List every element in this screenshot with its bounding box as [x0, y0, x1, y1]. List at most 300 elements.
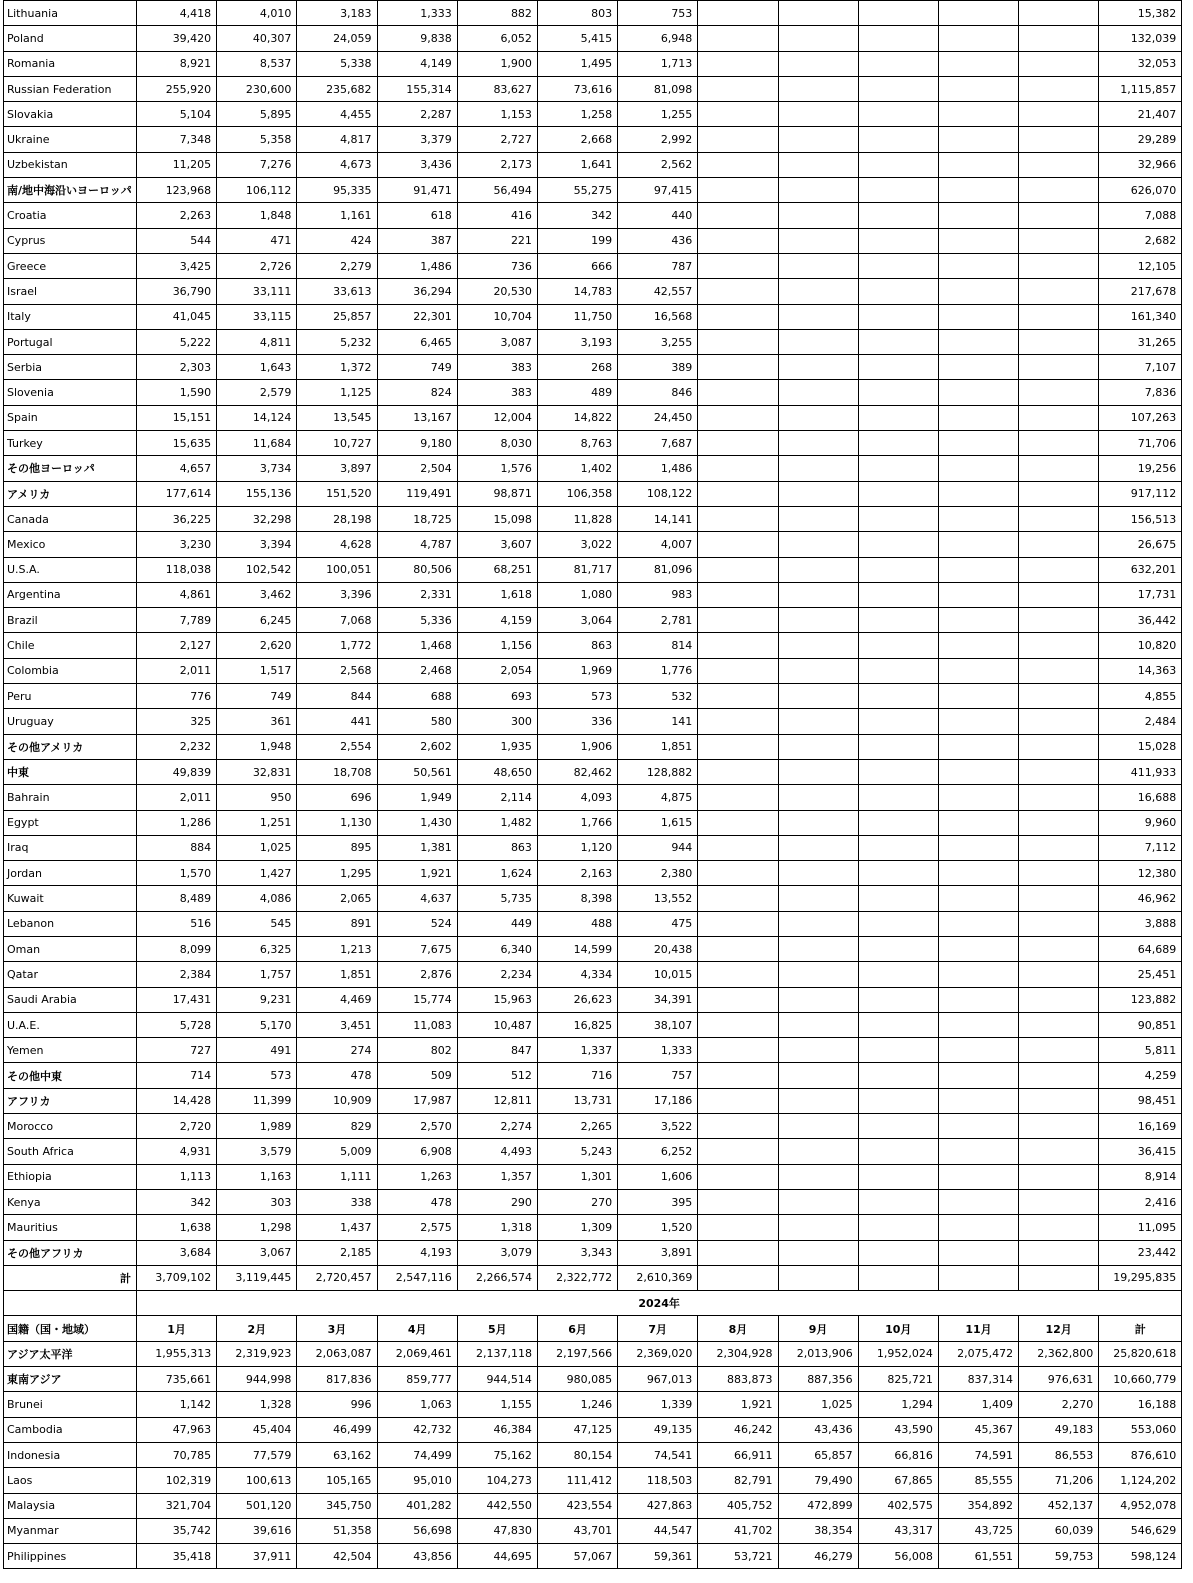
month-value-cell: 2,287 — [377, 102, 457, 127]
row-total-cell: 4,952,078 — [1099, 1493, 1182, 1518]
table-row — [4, 987, 1182, 1012]
month-empty-cell — [1019, 203, 1099, 228]
month-empty-cell — [698, 380, 778, 405]
month-value-cell: 471 — [217, 228, 297, 253]
month-value-cell: 2,114 — [457, 785, 537, 810]
table-row — [4, 431, 1182, 456]
month-value-cell: 859,777 — [377, 1367, 457, 1392]
month-empty-cell — [1019, 228, 1099, 253]
month-empty-cell — [858, 633, 938, 658]
row-total-cell: 7,836 — [1099, 380, 1182, 405]
row-total-cell: 16,688 — [1099, 785, 1182, 810]
header-month-cell: 5月 — [457, 1316, 537, 1341]
month-empty-cell — [1019, 658, 1099, 683]
month-value-cell: 336 — [537, 709, 617, 734]
month-value-cell: 1,851 — [618, 734, 698, 759]
month-value-cell: 7,068 — [297, 608, 377, 633]
month-value-cell: 46,242 — [698, 1417, 778, 1442]
month-value-cell: 1,153 — [457, 102, 537, 127]
month-empty-cell — [778, 759, 858, 784]
table-row — [4, 1189, 1182, 1214]
month-value-cell: 53,721 — [698, 1544, 778, 1569]
month-empty-cell — [1019, 355, 1099, 380]
month-value-cell: 36,294 — [377, 279, 457, 304]
month-value-cell: 1,776 — [618, 658, 698, 683]
month-empty-cell — [1019, 633, 1099, 658]
month-value-cell: 2,185 — [297, 1240, 377, 1265]
month-value-cell: 6,245 — [217, 608, 297, 633]
month-value-cell: 1,935 — [457, 734, 537, 759]
year-label: 2024年 — [137, 1291, 1182, 1316]
row-name-cell: Uruguay — [4, 709, 137, 734]
header-total-cell: 計 — [1099, 1316, 1182, 1341]
month-empty-cell — [938, 26, 1018, 51]
row-name-cell: Romania — [4, 51, 137, 76]
month-value-cell: 45,404 — [217, 1417, 297, 1442]
month-value-cell: 15,963 — [457, 987, 537, 1012]
month-value-cell: 441 — [297, 709, 377, 734]
month-empty-cell — [938, 785, 1018, 810]
month-value-cell: 155,136 — [217, 481, 297, 506]
month-value-cell: 1,402 — [537, 456, 617, 481]
month-value-cell: 2,384 — [137, 962, 217, 987]
row-name-cell: Ethiopia — [4, 1164, 137, 1189]
month-value-cell: 1,025 — [217, 835, 297, 860]
month-value-cell: 491 — [217, 1038, 297, 1063]
month-value-cell: 354,892 — [938, 1493, 1018, 1518]
month-value-cell: 20,530 — [457, 279, 537, 304]
row-total-cell: 9,960 — [1099, 810, 1182, 835]
month-value-cell: 83,627 — [457, 76, 537, 101]
month-value-cell: 80,506 — [377, 557, 457, 582]
month-empty-cell — [698, 1265, 778, 1290]
month-empty-cell — [858, 279, 938, 304]
month-value-cell: 22,301 — [377, 304, 457, 329]
month-empty-cell — [698, 127, 778, 152]
month-empty-cell — [778, 532, 858, 557]
row-name-cell: Kenya — [4, 1189, 137, 1214]
month-value-cell: 4,007 — [618, 532, 698, 557]
month-value-cell: 5,222 — [137, 329, 217, 354]
month-empty-cell — [778, 911, 858, 936]
row-total-cell: 17,731 — [1099, 582, 1182, 607]
month-empty-cell — [778, 810, 858, 835]
month-value-cell: 3,379 — [377, 127, 457, 152]
month-value-cell: 3,230 — [137, 532, 217, 557]
month-value-cell: 10,727 — [297, 431, 377, 456]
month-empty-cell — [1019, 1012, 1099, 1037]
month-empty-cell — [778, 456, 858, 481]
month-value-cell: 25,857 — [297, 304, 377, 329]
month-empty-cell — [1019, 785, 1099, 810]
month-value-cell: 42,557 — [618, 279, 698, 304]
row-name-cell: アジア太平洋 — [4, 1341, 137, 1366]
table-row — [4, 102, 1182, 127]
month-value-cell: 753 — [618, 1, 698, 26]
table-row — [4, 1038, 1182, 1063]
month-value-cell: 68,251 — [457, 557, 537, 582]
month-empty-cell — [778, 962, 858, 987]
month-value-cell: 996 — [297, 1392, 377, 1417]
month-value-cell: 4,673 — [297, 152, 377, 177]
table-row — [4, 76, 1182, 101]
month-value-cell: 545 — [217, 911, 297, 936]
month-value-cell: 4,010 — [217, 1, 297, 26]
month-empty-cell — [778, 506, 858, 531]
row-name-cell: Qatar — [4, 962, 137, 987]
month-empty-cell — [858, 228, 938, 253]
month-value-cell: 1,142 — [137, 1392, 217, 1417]
month-value-cell: 803 — [537, 1, 617, 26]
month-empty-cell — [1019, 405, 1099, 430]
month-empty-cell — [858, 1, 938, 26]
month-empty-cell — [858, 557, 938, 582]
month-empty-cell — [778, 355, 858, 380]
month-value-cell: 11,205 — [137, 152, 217, 177]
month-empty-cell — [698, 26, 778, 51]
month-value-cell: 814 — [618, 633, 698, 658]
row-total-cell: 632,201 — [1099, 557, 1182, 582]
month-value-cell: 383 — [457, 380, 537, 405]
month-empty-cell — [938, 279, 1018, 304]
row-name-cell: Myanmar — [4, 1518, 137, 1543]
month-value-cell: 1,309 — [537, 1215, 617, 1240]
row-total-cell: 4,259 — [1099, 1063, 1182, 1088]
month-empty-cell — [1019, 102, 1099, 127]
row-name-cell: その他アフリカ — [4, 1240, 137, 1265]
month-value-cell: 14,599 — [537, 936, 617, 961]
month-empty-cell — [1019, 532, 1099, 557]
month-empty-cell — [778, 633, 858, 658]
month-value-cell: 944,998 — [217, 1367, 297, 1392]
month-empty-cell — [858, 380, 938, 405]
month-empty-cell — [1019, 886, 1099, 911]
month-value-cell: 5,009 — [297, 1139, 377, 1164]
month-empty-cell — [858, 532, 938, 557]
month-value-cell: 91,471 — [377, 178, 457, 203]
month-value-cell: 14,141 — [618, 506, 698, 531]
month-value-cell: 33,111 — [217, 279, 297, 304]
month-value-cell: 3,396 — [297, 582, 377, 607]
month-empty-cell — [778, 26, 858, 51]
month-value-cell: 4,149 — [377, 51, 457, 76]
month-value-cell: 802 — [377, 1038, 457, 1063]
month-empty-cell — [1019, 1114, 1099, 1139]
row-name-cell: Brazil — [4, 608, 137, 633]
month-value-cell: 65,857 — [778, 1442, 858, 1467]
month-empty-cell — [858, 203, 938, 228]
month-empty-cell — [1019, 76, 1099, 101]
month-value-cell: 75,162 — [457, 1442, 537, 1467]
month-empty-cell — [1019, 26, 1099, 51]
month-empty-cell — [858, 506, 938, 531]
month-value-cell: 1,772 — [297, 633, 377, 658]
month-value-cell: 45,367 — [938, 1417, 1018, 1442]
month-value-cell: 2,270 — [1019, 1392, 1099, 1417]
table-row — [4, 1417, 1182, 1442]
month-value-cell: 32,298 — [217, 506, 297, 531]
month-value-cell: 24,059 — [297, 26, 377, 51]
month-value-cell: 2,075,472 — [938, 1341, 1018, 1366]
month-value-cell: 452,137 — [1019, 1493, 1099, 1518]
month-value-cell: 36,790 — [137, 279, 217, 304]
year-row — [4, 1291, 1182, 1316]
month-empty-cell — [858, 835, 938, 860]
month-empty-cell — [858, 1189, 938, 1214]
month-value-cell: 6,252 — [618, 1139, 698, 1164]
month-value-cell: 735,661 — [137, 1367, 217, 1392]
month-value-cell: 1,900 — [457, 51, 537, 76]
month-value-cell: 1,294 — [858, 1392, 938, 1417]
month-empty-cell — [1019, 431, 1099, 456]
row-total-cell: 11,095 — [1099, 1215, 1182, 1240]
month-value-cell: 1,482 — [457, 810, 537, 835]
month-value-cell: 102,319 — [137, 1468, 217, 1493]
month-empty-cell — [938, 633, 1018, 658]
month-value-cell: 1,848 — [217, 203, 297, 228]
total-month-cell: 2,547,116 — [377, 1265, 457, 1290]
row-total-cell: 25,820,618 — [1099, 1341, 1182, 1366]
row-total-cell: 7,107 — [1099, 355, 1182, 380]
month-empty-cell — [938, 76, 1018, 101]
month-value-cell: 544 — [137, 228, 217, 253]
month-value-cell: 4,493 — [457, 1139, 537, 1164]
month-empty-cell — [698, 355, 778, 380]
month-empty-cell — [858, 734, 938, 759]
month-value-cell: 1,757 — [217, 962, 297, 987]
month-empty-cell — [938, 734, 1018, 759]
month-value-cell: 1,301 — [537, 1164, 617, 1189]
month-value-cell: 944 — [618, 835, 698, 860]
month-value-cell: 389 — [618, 355, 698, 380]
month-empty-cell — [1019, 608, 1099, 633]
month-value-cell: 1,624 — [457, 861, 537, 886]
month-empty-cell — [858, 456, 938, 481]
month-value-cell: 1,295 — [297, 861, 377, 886]
month-value-cell: 787 — [618, 253, 698, 278]
month-empty-cell — [778, 785, 858, 810]
month-empty-cell — [778, 1, 858, 26]
table-row — [4, 1493, 1182, 1518]
month-empty-cell — [1019, 152, 1099, 177]
month-value-cell: 387 — [377, 228, 457, 253]
month-value-cell: 3,891 — [618, 1240, 698, 1265]
month-value-cell: 5,104 — [137, 102, 217, 127]
month-value-cell: 3,734 — [217, 456, 297, 481]
month-value-cell: 2,319,923 — [217, 1341, 297, 1366]
month-value-cell: 950 — [217, 785, 297, 810]
table-row — [4, 684, 1182, 709]
row-total-cell: 2,484 — [1099, 709, 1182, 734]
row-name-cell: Iraq — [4, 835, 137, 860]
month-value-cell: 338 — [297, 1189, 377, 1214]
month-value-cell: 44,547 — [618, 1518, 698, 1543]
month-value-cell: 1,989 — [217, 1114, 297, 1139]
table-row — [4, 557, 1182, 582]
month-value-cell: 38,354 — [778, 1518, 858, 1543]
month-value-cell: 688 — [377, 684, 457, 709]
table-row — [4, 1367, 1182, 1392]
month-value-cell: 2,362,800 — [1019, 1341, 1099, 1366]
month-value-cell: 41,045 — [137, 304, 217, 329]
month-empty-cell — [938, 102, 1018, 127]
row-name-cell: Cyprus — [4, 228, 137, 253]
month-value-cell: 416 — [457, 203, 537, 228]
row-total-cell: 36,442 — [1099, 608, 1182, 633]
month-value-cell: 1,111 — [297, 1164, 377, 1189]
row-name-cell: Malaysia — [4, 1493, 137, 1518]
month-value-cell: 1,766 — [537, 810, 617, 835]
row-name-cell: Turkey — [4, 431, 137, 456]
month-value-cell: 81,098 — [618, 76, 698, 101]
row-name-cell: Brunei — [4, 1392, 137, 1417]
row-name-cell: Slovenia — [4, 380, 137, 405]
month-value-cell: 102,542 — [217, 557, 297, 582]
table-row — [4, 709, 1182, 734]
month-empty-cell — [1019, 1, 1099, 26]
month-empty-cell — [698, 76, 778, 101]
month-value-cell: 2,274 — [457, 1114, 537, 1139]
month-empty-cell — [858, 431, 938, 456]
month-value-cell: 1,921 — [698, 1392, 778, 1417]
month-empty-cell — [938, 962, 1018, 987]
month-value-cell: 15,151 — [137, 405, 217, 430]
month-empty-cell — [698, 506, 778, 531]
row-total-cell: 32,053 — [1099, 51, 1182, 76]
month-value-cell: 74,499 — [377, 1442, 457, 1467]
row-total-cell: 2,682 — [1099, 228, 1182, 253]
month-value-cell: 85,555 — [938, 1468, 1018, 1493]
row-name-cell: Mexico — [4, 532, 137, 557]
month-value-cell: 983 — [618, 582, 698, 607]
month-value-cell: 618 — [377, 203, 457, 228]
row-total-cell: 10,820 — [1099, 633, 1182, 658]
month-value-cell: 43,317 — [858, 1518, 938, 1543]
month-value-cell: 3,425 — [137, 253, 217, 278]
month-value-cell: 230,600 — [217, 76, 297, 101]
month-empty-cell — [938, 532, 1018, 557]
month-value-cell: 829 — [297, 1114, 377, 1139]
month-empty-cell — [1019, 1240, 1099, 1265]
month-empty-cell — [1019, 987, 1099, 1012]
month-value-cell: 512 — [457, 1063, 537, 1088]
month-empty-cell — [698, 304, 778, 329]
month-empty-cell — [698, 1240, 778, 1265]
month-value-cell: 221 — [457, 228, 537, 253]
month-empty-cell — [938, 405, 1018, 430]
month-value-cell: 2,570 — [377, 1114, 457, 1139]
header-month-cell: 6月 — [537, 1316, 617, 1341]
table-row — [4, 1164, 1182, 1189]
month-value-cell: 967,013 — [618, 1367, 698, 1392]
month-value-cell: 3,255 — [618, 329, 698, 354]
month-value-cell: 42,732 — [377, 1417, 457, 1442]
month-value-cell: 57,067 — [537, 1544, 617, 1569]
month-empty-cell — [698, 709, 778, 734]
month-value-cell: 123,968 — [137, 178, 217, 203]
table-row — [4, 911, 1182, 936]
month-value-cell: 2,369,020 — [618, 1341, 698, 1366]
month-empty-cell — [1019, 481, 1099, 506]
month-empty-cell — [698, 431, 778, 456]
month-value-cell: 5,232 — [297, 329, 377, 354]
table-row — [4, 1, 1182, 26]
month-value-cell: 1,638 — [137, 1215, 217, 1240]
month-value-cell: 303 — [217, 1189, 297, 1214]
row-name-cell: Morocco — [4, 1114, 137, 1139]
month-empty-cell — [938, 456, 1018, 481]
month-value-cell: 1,286 — [137, 810, 217, 835]
month-value-cell: 60,039 — [1019, 1518, 1099, 1543]
month-value-cell: 3,451 — [297, 1012, 377, 1037]
month-value-cell: 4,931 — [137, 1139, 217, 1164]
month-value-cell: 863 — [537, 633, 617, 658]
month-empty-cell — [698, 1139, 778, 1164]
month-value-cell: 1,080 — [537, 582, 617, 607]
row-name-cell: Laos — [4, 1468, 137, 1493]
month-value-cell: 46,499 — [297, 1417, 377, 1442]
table-row — [4, 481, 1182, 506]
row-name-cell: Greece — [4, 253, 137, 278]
month-empty-cell — [938, 329, 1018, 354]
row-total-cell: 26,675 — [1099, 532, 1182, 557]
month-value-cell: 2,602 — [377, 734, 457, 759]
table-row — [4, 405, 1182, 430]
row-name-cell: Yemen — [4, 1038, 137, 1063]
month-value-cell: 7,675 — [377, 936, 457, 961]
month-value-cell: 666 — [537, 253, 617, 278]
month-value-cell: 2,575 — [377, 1215, 457, 1240]
month-empty-cell — [778, 886, 858, 911]
month-empty-cell — [1019, 1063, 1099, 1088]
month-value-cell: 1,156 — [457, 633, 537, 658]
table-row — [4, 26, 1182, 51]
month-value-cell: 74,591 — [938, 1442, 1018, 1467]
month-empty-cell — [778, 1012, 858, 1037]
month-empty-cell — [858, 936, 938, 961]
month-empty-cell — [698, 1012, 778, 1037]
row-name-cell: Israel — [4, 279, 137, 304]
month-value-cell: 2,279 — [297, 253, 377, 278]
table-row — [4, 1063, 1182, 1088]
month-value-cell: 18,708 — [297, 759, 377, 784]
month-value-cell: 4,086 — [217, 886, 297, 911]
month-value-cell: 255,920 — [137, 76, 217, 101]
month-empty-cell — [778, 734, 858, 759]
month-empty-cell — [778, 1139, 858, 1164]
month-value-cell: 47,963 — [137, 1417, 217, 1442]
table-row — [4, 1215, 1182, 1240]
month-value-cell: 105,165 — [297, 1468, 377, 1493]
month-value-cell: 1,381 — [377, 835, 457, 860]
month-value-cell: 43,436 — [778, 1417, 858, 1442]
month-empty-cell — [698, 886, 778, 911]
month-value-cell: 2,234 — [457, 962, 537, 987]
month-value-cell: 3,064 — [537, 608, 617, 633]
month-value-cell: 11,828 — [537, 506, 617, 531]
month-empty-cell — [938, 1240, 1018, 1265]
month-empty-cell — [1019, 1139, 1099, 1164]
month-value-cell: 1,495 — [537, 51, 617, 76]
month-empty-cell — [858, 658, 938, 683]
month-empty-cell — [778, 608, 858, 633]
total-month-cell: 2,610,369 — [618, 1265, 698, 1290]
month-value-cell: 1,969 — [537, 658, 617, 683]
row-name-cell: その他ヨーロッパ — [4, 456, 137, 481]
month-value-cell: 61,551 — [938, 1544, 1018, 1569]
row-name-cell: Lithuania — [4, 1, 137, 26]
month-empty-cell — [1019, 709, 1099, 734]
